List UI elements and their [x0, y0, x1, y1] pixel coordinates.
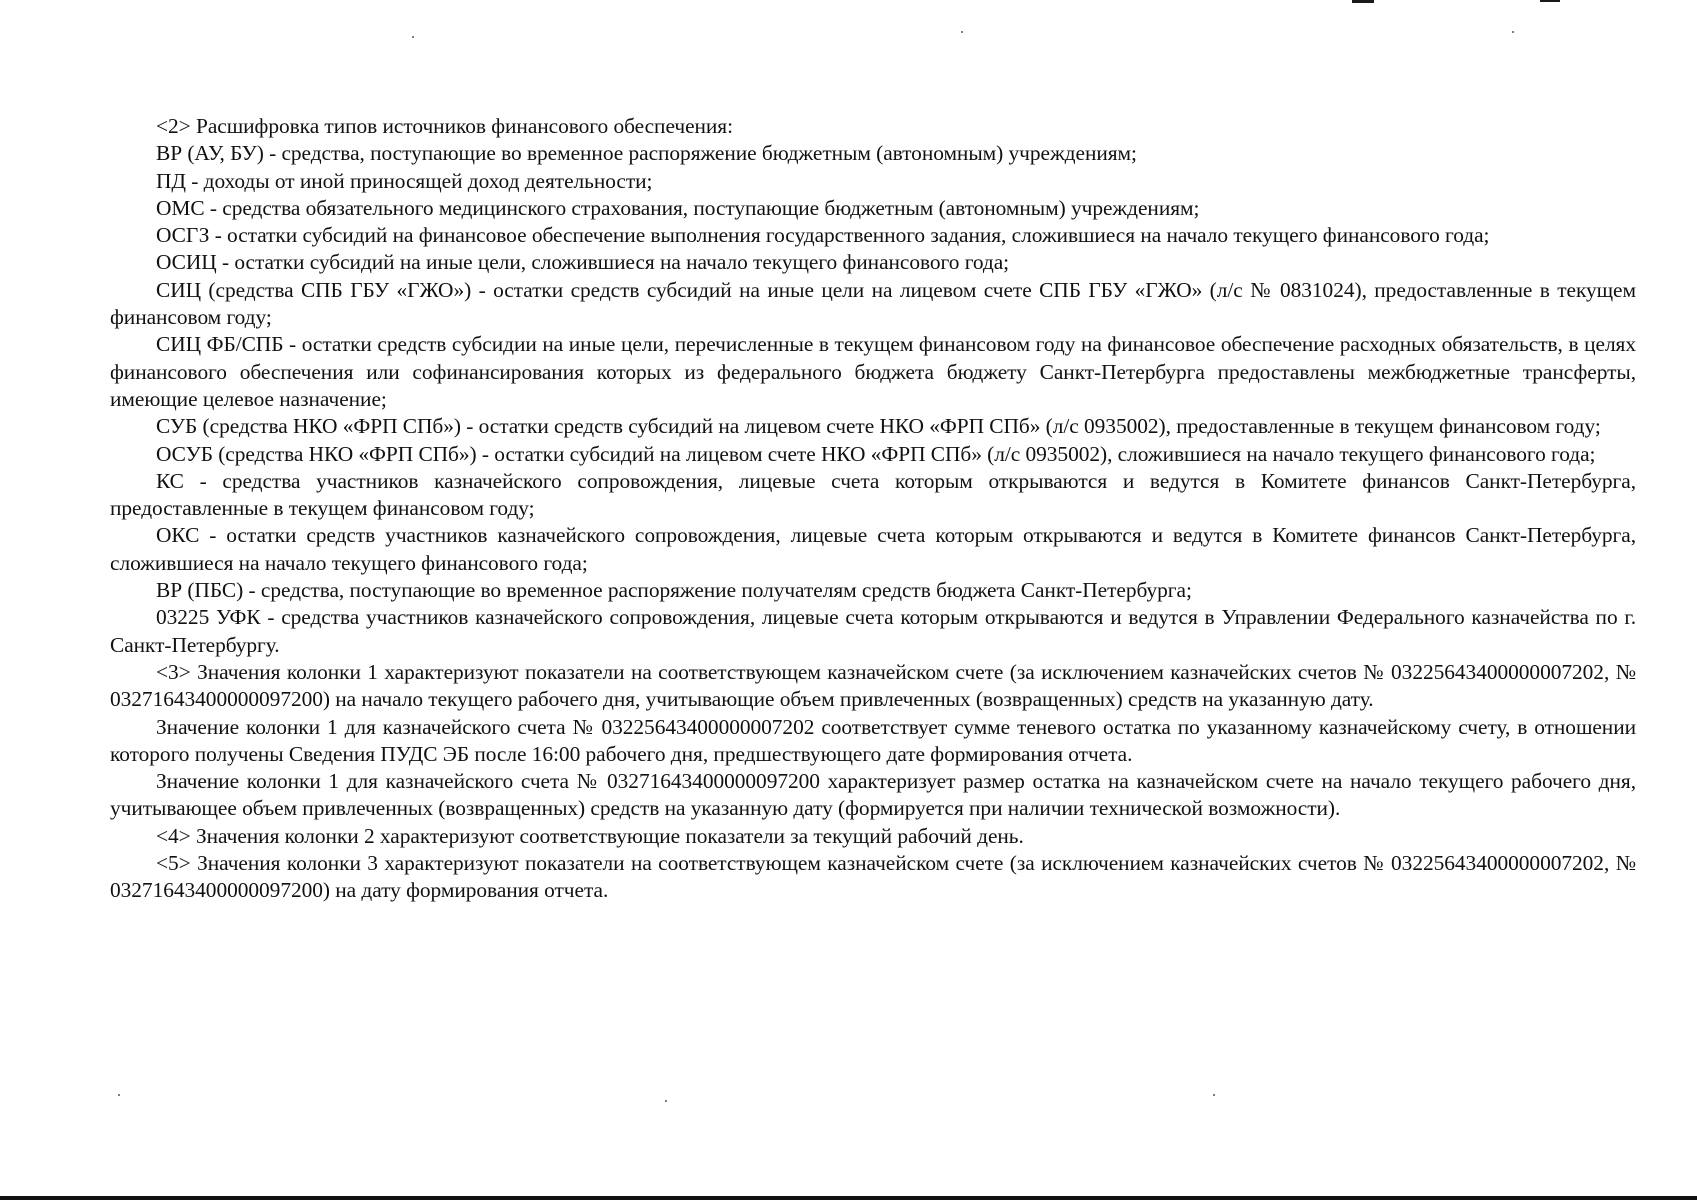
scan-speck: [961, 31, 963, 33]
scan-speck: [1512, 31, 1514, 33]
footnote-5: <5> Значения колонки 3 характеризуют показатели на соответствующем казначейском счете (за исключением казначейских счетов № 03225643400000007202, № 03271643400000097200) на дату формирования отчета.: [110, 851, 1636, 903]
scan-speck: [1213, 1094, 1215, 1096]
scan-edge-mark: [1352, 0, 1374, 3]
footnote-3-account-97200: Значение колонки 1 для казначейского счета № 03271643400000097200 характеризует размер остатка на казначейском счете на начало текущего рабочего дня, учитывающее объем привлеченных (возвращенных) средств на указанную дату (формируется при наличии технической возможности).: [110, 769, 1636, 821]
source-type-sub: СУБ (средства НКО «ФРП СПб») - остатки средств субсидий на лицевом счете НКО «ФРП СПб» (л/с 0935002), предоставленные в текущем финансовом году;: [156, 414, 1601, 439]
scan-speck: [412, 36, 414, 38]
bottom-border-line: [0, 1196, 1697, 1200]
source-type-sic-fb-spb: СИЦ ФБ/СПБ - остатки средств субсидии на иные цели, перечисленные в текущем финансовом году на финансовое обеспечение расходных обязательств, в целях финансового обеспечения или софинансирования которых из федерального бюджета бюджету Санкт-Петербурга предоставлены межбюджетные трансферты, имеющие целевое назначение;: [110, 332, 1636, 411]
source-type-osic: ОСИЦ - остатки субсидий на иные цели, сложившиеся на начало текущего финансового года;: [156, 250, 1010, 275]
footnote-3: <3> Значения колонки 1 характеризуют показатели на соответствующем казначейском счете (за исключением казначейских счетов № 03225643400000007202, № 03271643400000097200) на начало текущего рабочего дня, учитывающие объем привлеченных (возвращенных) средств на указанную дату.: [110, 659, 1636, 712]
source-type-oks: ОКС - остатки средств участников казначейского сопровождения, лицевые счета которым открываются и ведутся в Комитете финансов Санкт-Петербурга, сложившиеся на начало текущего финансового года;: [110, 523, 1636, 575]
source-type-ks: КС - средства участников казначейского сопровождения, лицевые счета которым открываются и ведутся в Комитете финансов Санкт-Петербурга, предоставленные в текущем финансовом году;: [110, 468, 1636, 521]
source-type-oms: ОМС - средства обязательного медицинского страхования, поступающие бюджетным (автономным) учреждениям;: [156, 195, 1200, 220]
source-type-sic-gzho: СИЦ (средства СПБ ГБУ «ГЖО») - остатки средств субсидий на иные цели на лицевом счете СПБ ГБУ «ГЖО» (л/с № 0831024), предоставленные в текущем финансовом году;: [110, 277, 1636, 330]
source-type-osgz: ОСГЗ - остатки субсидий на финансовое обеспечение выполнения государственного задания, сложившиеся на начало текущего финансового года;: [156, 223, 1490, 248]
source-type-pd: ПД - доходы от иной приносящей доход деятельности;: [156, 168, 653, 193]
source-type-osub: ОСУБ (средства НКО «ФРП СПб») - остатки субсидий на лицевом счете НКО «ФРП СПб» (л/с 0935002), сложившиеся на начало текущего финансового года;: [156, 441, 1596, 466]
footnotes-text: [110, 113, 1636, 905]
scan-speck: [665, 1100, 667, 1102]
scan-speck: [118, 1094, 120, 1096]
source-type-03225-ufk: 03225 УФК - средства участников казначейского сопровождения, лицевые счета которым открываются и ведутся в Управлении Федерального казначейства по г. Санкт-Петербургу.: [110, 605, 1636, 657]
scan-edge-mark: [1540, 0, 1560, 2]
source-type-vr-pbs: ВР (ПБС) - средства, поступающие во временное распоряжение получателям средств бюджета Санкт-Петербурга;: [156, 578, 1192, 603]
source-type-vr-au-bu: ВР (АУ, БУ) - средства, поступающие во временное распоряжение бюджетным (автономным) учреждениям;: [156, 141, 1137, 166]
footnote-4: <4> Значения колонки 2 характеризуют соответствующие показатели за текущий рабочий день.: [156, 823, 1024, 848]
footnote-2-heading: <2> Расшифровка типов источников финансового обеспечения:: [156, 114, 733, 138]
footnote-3-account-7202: Значение колонки 1 для казначейского счета № 03225643400000007202 соответствует сумме теневого остатка по указанному казначейскому счету, в отношении которого получены Сведения ПУДС ЭБ после 16:00 рабочего дня, предшествующего дате формирования отчета.: [110, 714, 1636, 766]
